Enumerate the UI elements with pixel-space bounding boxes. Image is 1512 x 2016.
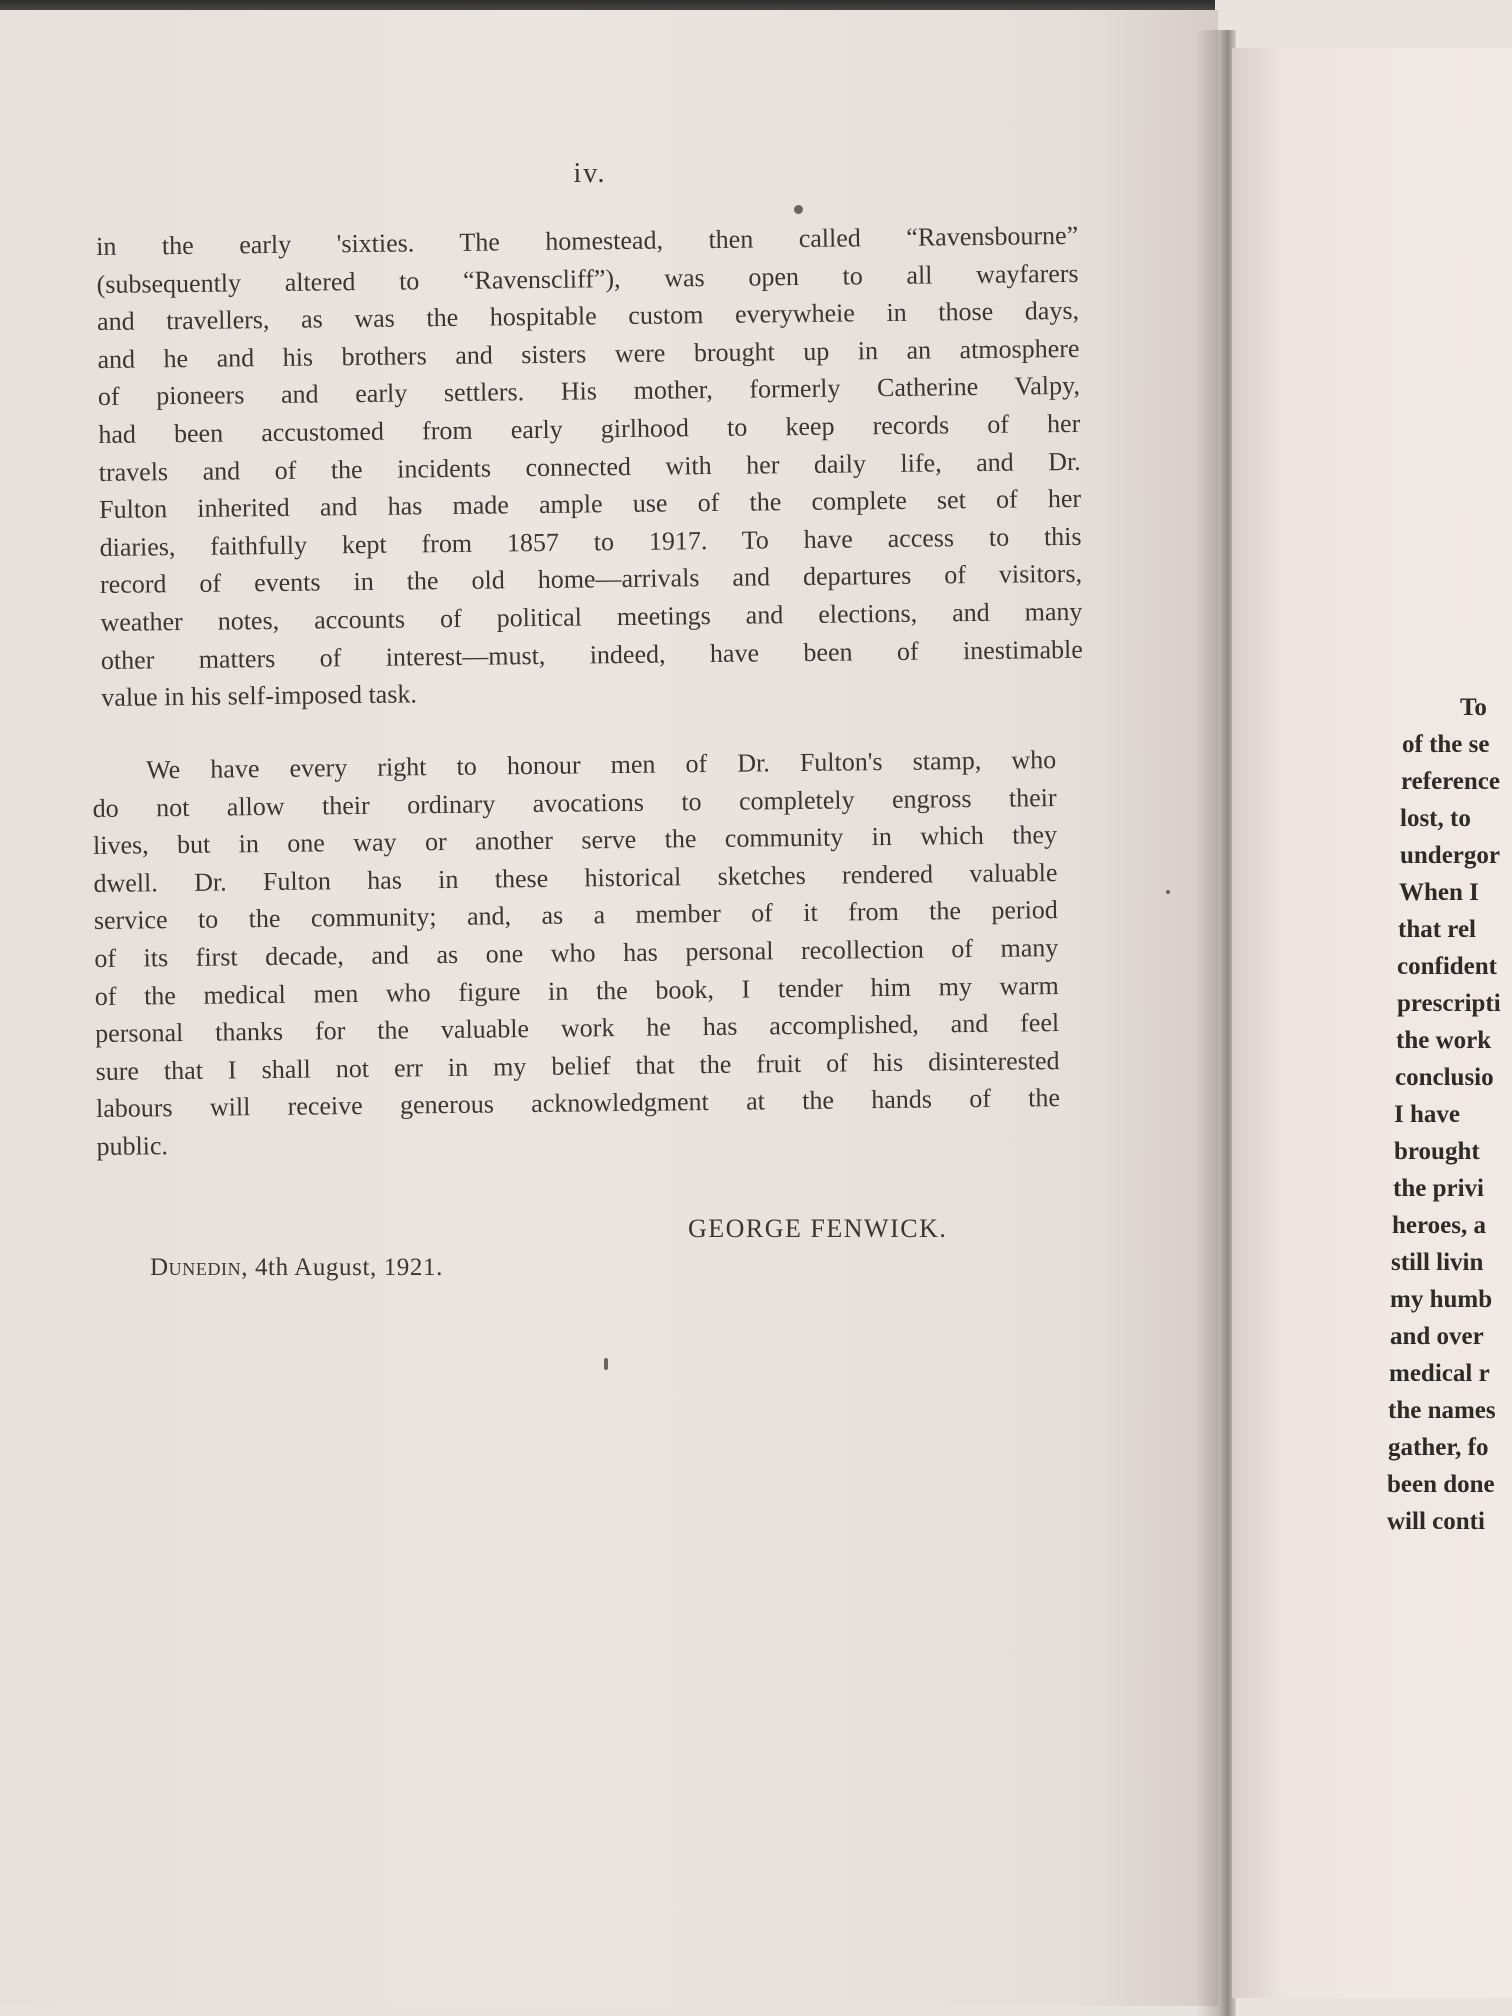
text-line: of the medical men who figure in the book, I tender him my warm xyxy=(94,970,1059,1011)
text-line: gather, fo xyxy=(1388,1434,1489,1461)
text-line: record of events in the old home—arrivals and departures of visitors, xyxy=(99,559,1083,600)
left-page xyxy=(0,10,1218,2006)
paper-speck xyxy=(1166,890,1170,894)
text-line: personal thanks for the valuable work he has accomplished, and feel xyxy=(95,1008,1060,1049)
text-line: value in his self-imposed task. xyxy=(101,679,418,713)
text-line: (subsequently altered to “Ravenscliff”), was open to all wayfarers xyxy=(96,258,1079,299)
text-line: reference xyxy=(1401,768,1500,795)
right-page xyxy=(1232,48,1512,1998)
text-line: lives, but in one way or another serve the community in which they xyxy=(92,820,1058,861)
text-line: and travellers, as was the hospitable custom everywheie in those days, xyxy=(96,296,1080,337)
page-number: iv. xyxy=(573,158,607,189)
text-line: weather notes, accounts of political meetings and elections, and many xyxy=(100,596,1083,637)
text-line: of pioneers and early settlers. His mother, formerly Catherine Valpy, xyxy=(97,371,1081,412)
text-line: the work xyxy=(1396,1027,1492,1054)
text-line: To xyxy=(1460,694,1487,721)
dateline xyxy=(150,1254,443,1282)
paper-speck xyxy=(794,205,803,214)
text-line: my humb xyxy=(1390,1286,1493,1313)
text-line: been done xyxy=(1387,1471,1495,1498)
text-line: brought xyxy=(1394,1138,1480,1165)
text-line: Fulton inherited and has made ample use of the complete set of her xyxy=(99,483,1082,525)
dateline-date: 4th August, 1921. xyxy=(254,1254,443,1281)
text-line: public. xyxy=(96,1131,169,1161)
text-line: and over xyxy=(1390,1323,1484,1350)
text-line: When I xyxy=(1399,879,1479,906)
text-line: of its first decade, and as one who has personal recollection of many xyxy=(94,933,1059,973)
text-line: service to the community; and, as a member of it from the period xyxy=(93,895,1059,936)
paper-speck xyxy=(604,1358,608,1370)
text-line: the names xyxy=(1388,1397,1496,1424)
book-gutter xyxy=(1196,30,1236,2016)
text-line: undergor xyxy=(1400,842,1500,869)
text-line: travels and of the incidents connected with her daily life, and Dr. xyxy=(98,446,1081,487)
text-line: lost, to xyxy=(1400,805,1471,832)
text-line: do not allow their ordinary avocations to completely engross their xyxy=(92,782,1057,823)
text-line: We have every right to honour men of Dr. Fulton's stamp, who xyxy=(146,745,1057,785)
paragraph-2 xyxy=(92,741,1061,1165)
text-line: heroes, a xyxy=(1392,1212,1486,1239)
text-line: other matters of interest—must, indeed, have been of inestimable xyxy=(100,634,1084,675)
dateline-place: Dunedin, xyxy=(150,1254,249,1281)
paragraph-1 xyxy=(96,217,1083,717)
text-line: medical r xyxy=(1389,1360,1490,1387)
text-line: labours will receive generous acknowledgment at the hands of the xyxy=(95,1083,1061,1124)
text-line: will conti xyxy=(1387,1508,1485,1535)
text-line: that rel xyxy=(1398,916,1476,943)
text-line: conclusio xyxy=(1395,1064,1494,1091)
text-line: of the se xyxy=(1402,731,1490,758)
text-line: had been accustomed from early girlhood to keep records of her xyxy=(98,408,1081,449)
text-line: prescripti xyxy=(1397,990,1501,1017)
text-line: the privi xyxy=(1393,1175,1484,1202)
signature: GEORGE FENWICK. xyxy=(688,1214,948,1243)
text-line: in the early 'sixties. The homestead, then called “Ravensbourne” xyxy=(96,220,1079,261)
text-line: confident xyxy=(1397,953,1497,980)
text-line: dwell. Dr. Fulton has in these historical sketches rendered valuable xyxy=(93,857,1058,898)
text-line: diaries, faithfully kept from 1857 to 1917. To have access to this xyxy=(99,521,1082,562)
text-line: and he and his brothers and sisters were brought up in an atmosphere xyxy=(97,333,1080,374)
text-line: I have xyxy=(1394,1101,1460,1128)
text-line: sure that I shall not err in my belief that the fruit of his disinterested xyxy=(95,1045,1060,1086)
text-line: still livin xyxy=(1391,1249,1484,1276)
